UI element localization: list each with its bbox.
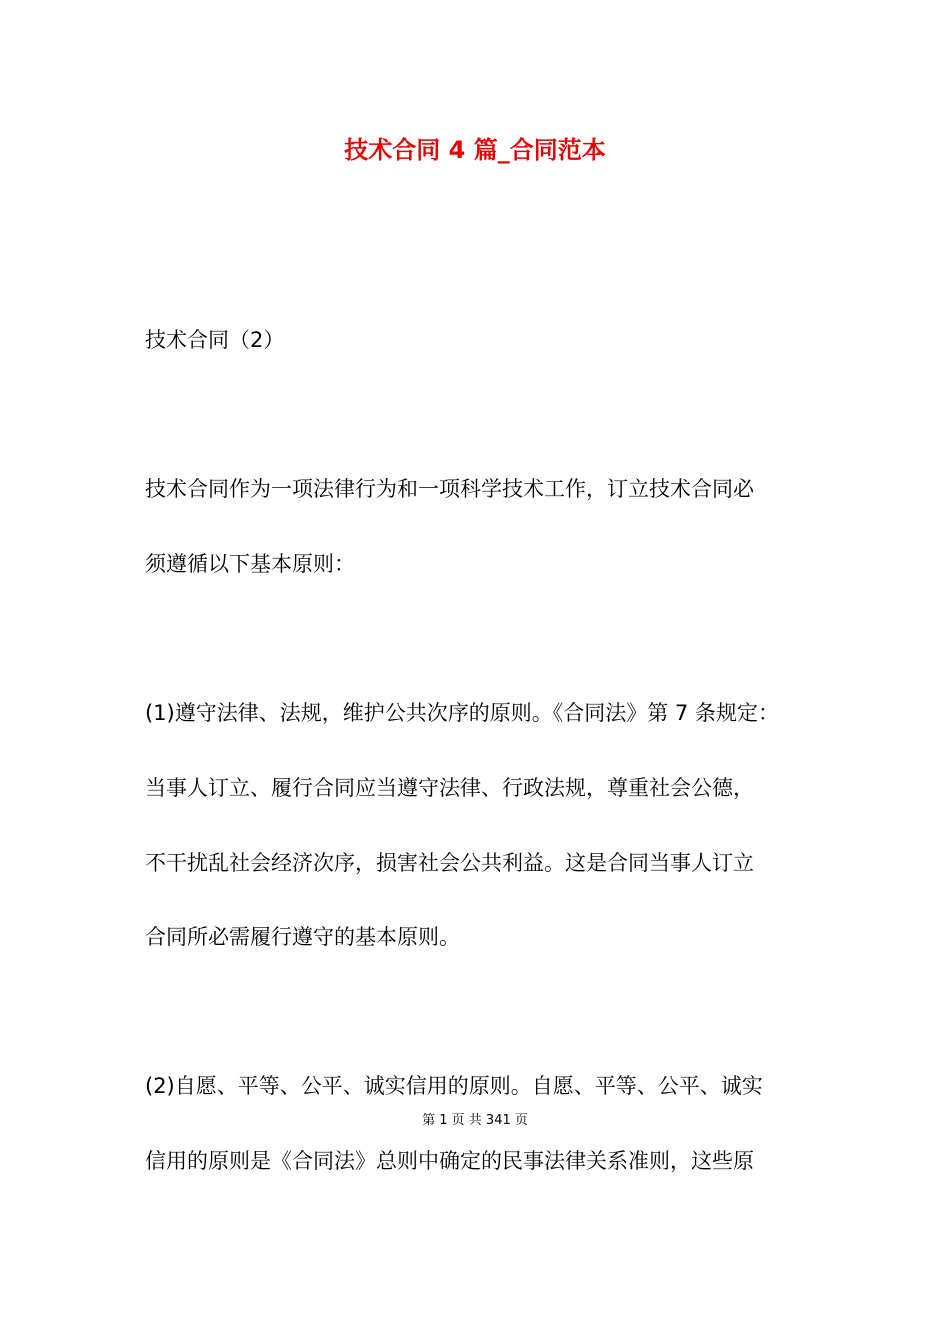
paragraph-line: 合同所必需履行遵守的基本原则。 — [145, 925, 460, 949]
paragraph-line: 技术合同作为一项法律行为和一项科学技术工作，订立技术合同必 — [145, 477, 754, 501]
paragraph-line: (2)自愿、平等、公平、诚实信用的原则。自愿、平等、公平、诚实 — [145, 1074, 763, 1098]
section-heading: 技术合同（2） — [145, 328, 285, 352]
page-footer: 第 1 页 共 341 页 — [422, 1113, 528, 1128]
paragraph-line: 当事人订立、履行合同应当遵守法律、行政法规，尊重社会公德， — [145, 776, 754, 800]
paragraph-line: 须遵循以下基本原则： — [145, 552, 355, 576]
paragraph-line: 信用的原则是《合同法》总则中确定的民事法律关系准则，这些原 — [145, 1149, 754, 1173]
document-title: 技术合同 4 篇_合同范本 — [344, 136, 606, 164]
paragraph-line: (1)遵守法律、法规，维护公共次序的原则。《合同法》第 7 条规定： — [145, 701, 779, 725]
paragraph-line: 不干扰乱社会经济次序，损害社会公共利益。这是合同当事人订立 — [145, 851, 754, 875]
